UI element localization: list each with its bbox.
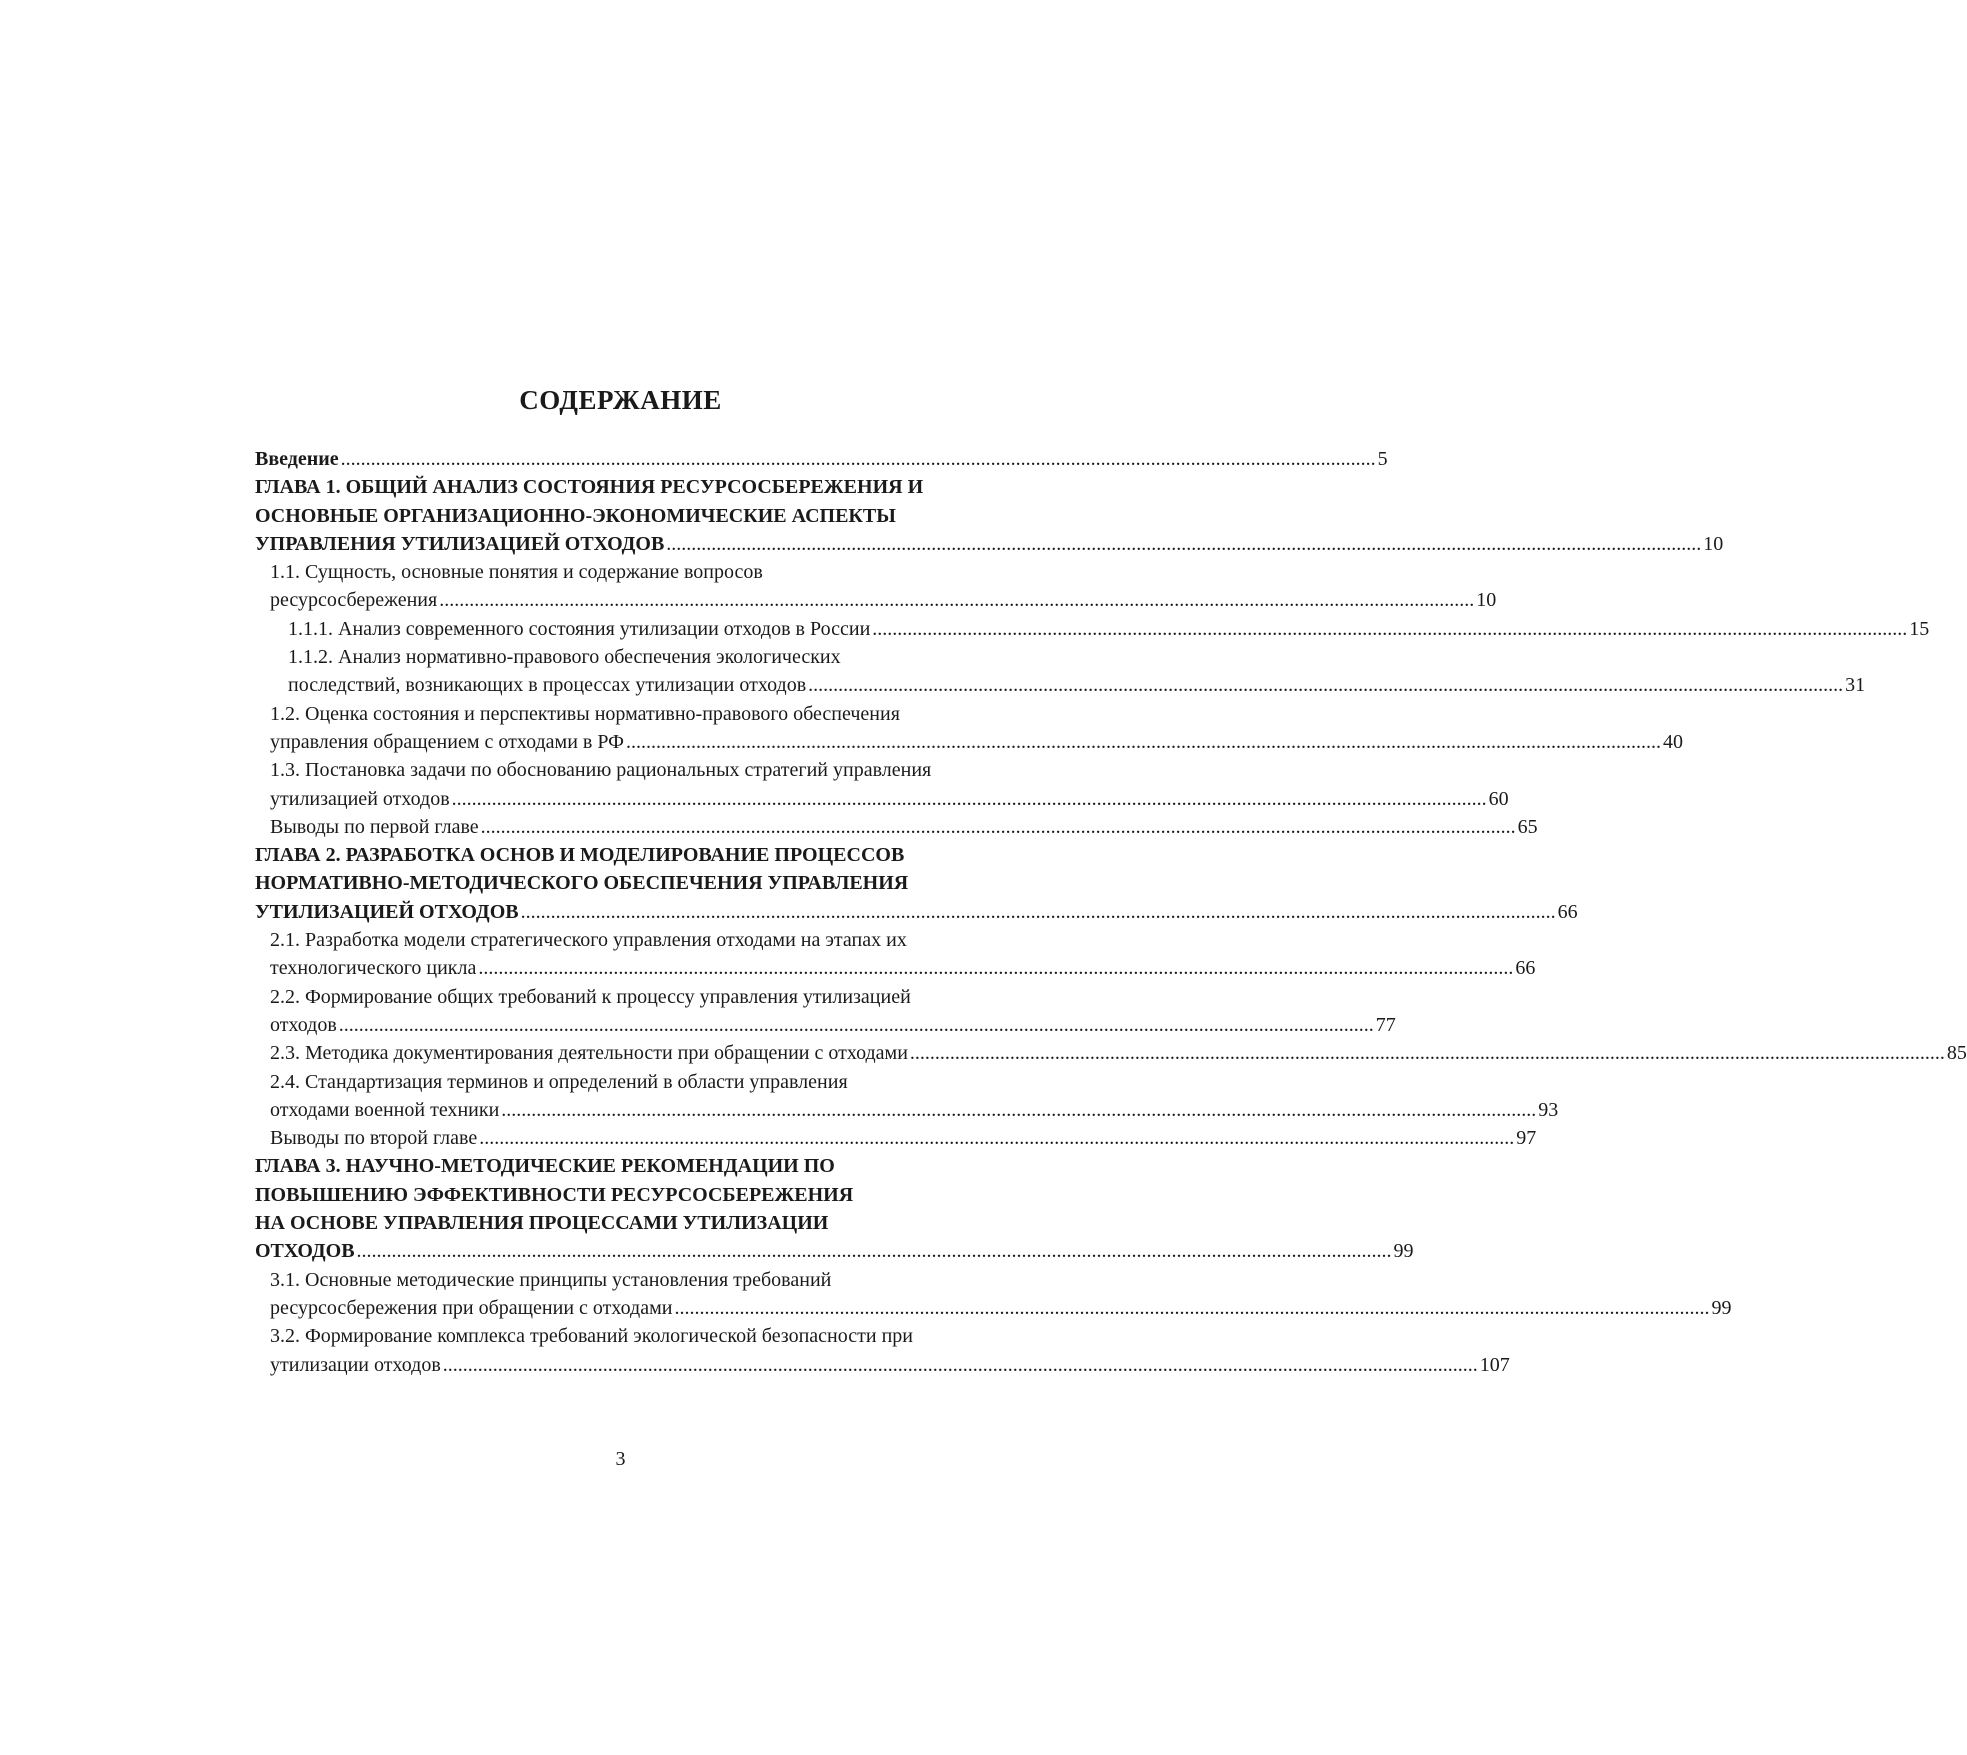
toc-page-number: 10 bbox=[1703, 532, 1724, 555]
dot-leader: ............................................................................................................................................................................................................... bbox=[520, 900, 1556, 923]
toc-page-number: 31 bbox=[1845, 674, 1866, 697]
page-title: СОДЕРЖАНИЕ bbox=[519, 385, 722, 415]
toc-page-number: 60 bbox=[1488, 787, 1509, 810]
toc-entry[interactable] bbox=[270, 983, 1396, 1040]
toc-entry-text: 2.3. Методика документирования деятельности при обращении с отходами bbox=[270, 1042, 908, 1065]
toc-entry-text: УПРАВЛЕНИЯ УТИЛИЗАЦИЕЙ ОТХОДОВ bbox=[255, 532, 665, 555]
toc-entry-text: 1.1. Сущность, основные понятия и содержание вопросов bbox=[270, 561, 763, 584]
toc-entry-text: 3.2. Формирование комплекса требований экологической безопасности при bbox=[270, 1325, 913, 1348]
toc-page-number: 93 bbox=[1538, 1098, 1559, 1121]
toc-entry-text: 1.2. Оценка состояния и перспективы нормативно-правового обеспечения bbox=[270, 702, 900, 725]
dot-leader: ............................................................................................................................................................................................................... bbox=[909, 1042, 1945, 1065]
dot-leader: ............................................................................................................................................................................................................... bbox=[479, 1127, 1515, 1150]
toc-entry[interactable] bbox=[270, 926, 1536, 983]
toc-entry-text: ресурсосбережения при обращении с отходами bbox=[270, 1296, 673, 1319]
toc-page-number: 66 bbox=[1515, 957, 1536, 980]
toc-entry-text: Выводы по первой главе bbox=[270, 815, 479, 838]
toc-entry[interactable] bbox=[255, 1152, 1414, 1265]
toc-page-number: 65 bbox=[1517, 815, 1538, 838]
dot-leader: ............................................................................................................................................................................................................... bbox=[340, 448, 1376, 470]
toc-entry-text: 1.1.1. Анализ современного состояния утилизации отходов в России bbox=[288, 617, 871, 640]
toc-entry[interactable] bbox=[255, 473, 1724, 558]
toc-entry[interactable] bbox=[255, 445, 1388, 473]
dot-leader: ............................................................................................................................................................................................................... bbox=[666, 532, 1702, 555]
toc-entry[interactable] bbox=[270, 1322, 1510, 1379]
toc-page-number: 40 bbox=[1662, 730, 1683, 753]
toc-entry-text: утилизацией отходов bbox=[270, 787, 450, 810]
toc-entry-text: УТИЛИЗАЦИЕЙ ОТХОДОВ bbox=[255, 900, 519, 923]
toc-entry[interactable] bbox=[270, 1124, 1537, 1152]
toc-page-number: 99 bbox=[1711, 1296, 1732, 1319]
toc-entry[interactable] bbox=[270, 1266, 1732, 1323]
dot-leader: ............................................................................................................................................................................................................... bbox=[478, 957, 1514, 980]
toc-entry-text: 2.2. Формирование общих требований к процессу управления утилизацией bbox=[270, 985, 911, 1008]
toc-entry-text: 1.1.2. Анализ нормативно-правового обеспечения экологических bbox=[288, 646, 841, 669]
toc-entry-text: ресурсосбережения bbox=[270, 589, 438, 612]
toc-page-number: 99 bbox=[1393, 1240, 1414, 1263]
toc-entry-text: НА ОСНОВЕ УПРАВЛЕНИЯ ПРОЦЕССАМИ УТИЛИЗАЦИИ bbox=[255, 1212, 829, 1235]
toc-page-number: 66 bbox=[1557, 900, 1578, 923]
toc-entry[interactable] bbox=[270, 558, 1497, 615]
toc-entry-text: последствий, возникающих в процессах утилизации отходов bbox=[288, 674, 807, 697]
toc-entry-text: технологического цикла bbox=[270, 957, 477, 980]
toc-page-number: 10 bbox=[1476, 589, 1497, 612]
toc-entry-text: отходами военной техники bbox=[270, 1098, 500, 1121]
toc-entry[interactable] bbox=[270, 1039, 1967, 1067]
toc-entry-text: Выводы по второй главе bbox=[270, 1127, 478, 1150]
toc-entry-text: 3.1. Основные методические принципы установления требований bbox=[270, 1268, 832, 1291]
toc-entry-text: ГЛАВА 3. НАУЧНО-МЕТОДИЧЕСКИЕ РЕКОМЕНДАЦИИ ПО bbox=[255, 1155, 835, 1178]
toc-page-number: 85 bbox=[1946, 1042, 1967, 1065]
dot-leader: ............................................................................................................................................................................................................... bbox=[356, 1240, 1392, 1263]
toc-entry[interactable] bbox=[270, 1068, 1559, 1125]
toc-entry[interactable] bbox=[288, 643, 1866, 700]
toc-entry-text: ОСНОВНЫЕ ОРГАНИЗАЦИОННО-ЭКОНОМИЧЕСКИЕ АСПЕКТЫ bbox=[255, 504, 896, 527]
dot-leader: ............................................................................................................................................................................................................... bbox=[442, 1353, 1478, 1376]
dot-leader: ............................................................................................................................................................................................................... bbox=[501, 1098, 1537, 1121]
toc-entry[interactable] bbox=[255, 841, 1578, 926]
toc-entry-text: Введение bbox=[255, 448, 339, 470]
toc-page-number: 107 bbox=[1479, 1353, 1510, 1376]
dot-leader: ............................................................................................................................................................................................................... bbox=[808, 674, 1844, 697]
toc-entry-text: утилизации отходов bbox=[270, 1353, 441, 1376]
toc-entry-text: ОТХОДОВ bbox=[255, 1240, 355, 1263]
toc-entry-text: 2.4. Стандартизация терминов и определений в области управления bbox=[270, 1070, 848, 1093]
dot-leader: ............................................................................................................................................................................................................... bbox=[338, 1013, 1374, 1036]
page-number: 3 bbox=[615, 1448, 626, 1470]
toc-entry[interactable] bbox=[288, 615, 1930, 643]
toc-entry[interactable] bbox=[270, 700, 1683, 757]
dot-leader: ............................................................................................................................................................................................................... bbox=[872, 617, 1908, 640]
table-of-contents bbox=[255, 445, 1967, 1379]
toc-page-number: 5 bbox=[1377, 448, 1388, 470]
toc-entry-text: отходов bbox=[270, 1013, 337, 1036]
dot-leader: ............................................................................................................................................................................................................... bbox=[439, 589, 1475, 612]
toc-entry-text: 2.1. Разработка модели стратегического управления отходами на этапах их bbox=[270, 929, 907, 952]
toc-entry-text: ПОВЫШЕНИЮ ЭФФЕКТИВНОСТИ РЕСУРСОСБЕРЕЖЕНИЯ bbox=[255, 1183, 854, 1206]
dot-leader: ............................................................................................................................................................................................................... bbox=[480, 815, 1516, 838]
toc-entry-text: ГЛАВА 2. РАЗРАБОТКА ОСНОВ И МОДЕЛИРОВАНИЕ ПРОЦЕССОВ bbox=[255, 844, 905, 867]
toc-page-number: 15 bbox=[1909, 617, 1930, 640]
toc-entry[interactable] bbox=[270, 756, 1509, 813]
toc-page-number: 77 bbox=[1375, 1013, 1396, 1036]
toc-entry[interactable] bbox=[270, 813, 1538, 841]
toc-entry-text: ГЛАВА 1. ОБЩИЙ АНАЛИЗ СОСТОЯНИЯ РЕСУРСОСБЕРЕЖЕНИЯ И bbox=[255, 476, 924, 499]
toc-entry-text: управления обращением с отходами в РФ bbox=[270, 730, 624, 753]
toc-entry-text: 1.3. Постановка задачи по обоснованию рациональных стратегий управления bbox=[270, 759, 932, 782]
toc-entry-text: НОРМАТИВНО-МЕТОДИЧЕСКОГО ОБЕСПЕЧЕНИЯ УПРАВЛЕНИЯ bbox=[255, 872, 909, 895]
toc-page-number: 97 bbox=[1516, 1127, 1537, 1150]
dot-leader: ............................................................................................................................................................................................................... bbox=[674, 1296, 1710, 1319]
dot-leader: ............................................................................................................................................................................................................... bbox=[451, 787, 1487, 810]
dot-leader: ............................................................................................................................................................................................................... bbox=[625, 730, 1661, 753]
